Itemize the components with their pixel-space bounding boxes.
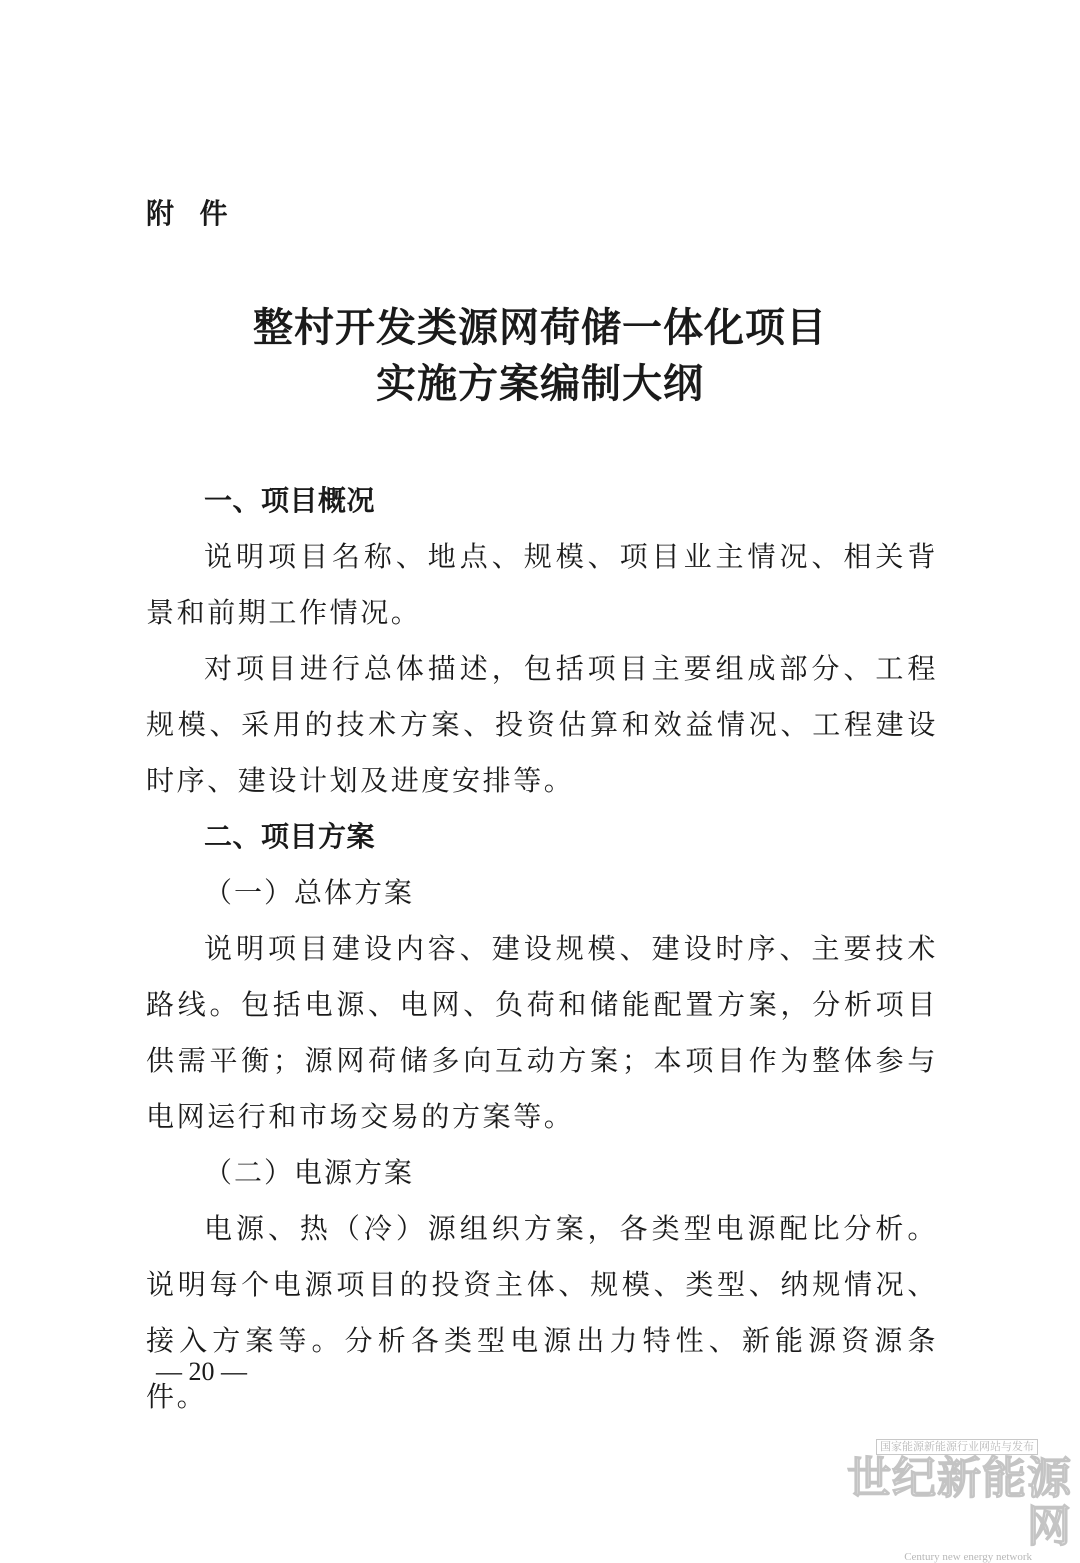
title-line-1: 整村开发类源网荷储一体化项目 [253,304,827,351]
watermark-brand-en: Century new energy network [904,1551,1032,1563]
title-line-2: 实施方案编制大纲 [376,360,704,407]
subsection-heading-1: （一）总体方案 [204,876,415,909]
paragraph: 说明项目建设内容、建设规模、建设时序、主要技术路线。包括电源、电网、负荷和储能配置方案，分析项目供需平衡；源网荷储多向互动方案；本项目作为整体参与电网运行和市场交易的方案等。 [146,932,938,1133]
document-title [0,300,1080,412]
watermark-logo [842,1435,1072,1563]
subsection-heading-2: （二）电源方案 [204,1156,415,1189]
section-heading-1: 一、项目概况 [204,484,376,517]
document-body [146,473,938,1425]
paragraph: 说明项目名称、地点、规模、项目业主情况、相关背景和前期工作情况。 [146,540,938,629]
attachment-label: 附 件 [146,197,230,230]
watermark-tagline: 国家能源新能源行业网站与发布 [876,1439,1038,1455]
section-heading-2: 二、项目方案 [204,820,376,853]
paragraph: 电源、热（冷）源组织方案，各类型电源配比分析。说明每个电源项目的投资主体、规模、类型、纳规情况、接入方案等。分析各类型电源出力特性、新能源资源条件。 [146,1212,938,1413]
page-number: — 20 — [156,1357,247,1386]
paragraph: 对项目进行总体描述，包括项目主要组成部分、工程规模、采用的技术方案、投资估算和效益情况、工程建设时序、建设计划及进度安排等。 [146,652,938,797]
watermark-brand: 世纪新能源网 [847,1453,1072,1552]
